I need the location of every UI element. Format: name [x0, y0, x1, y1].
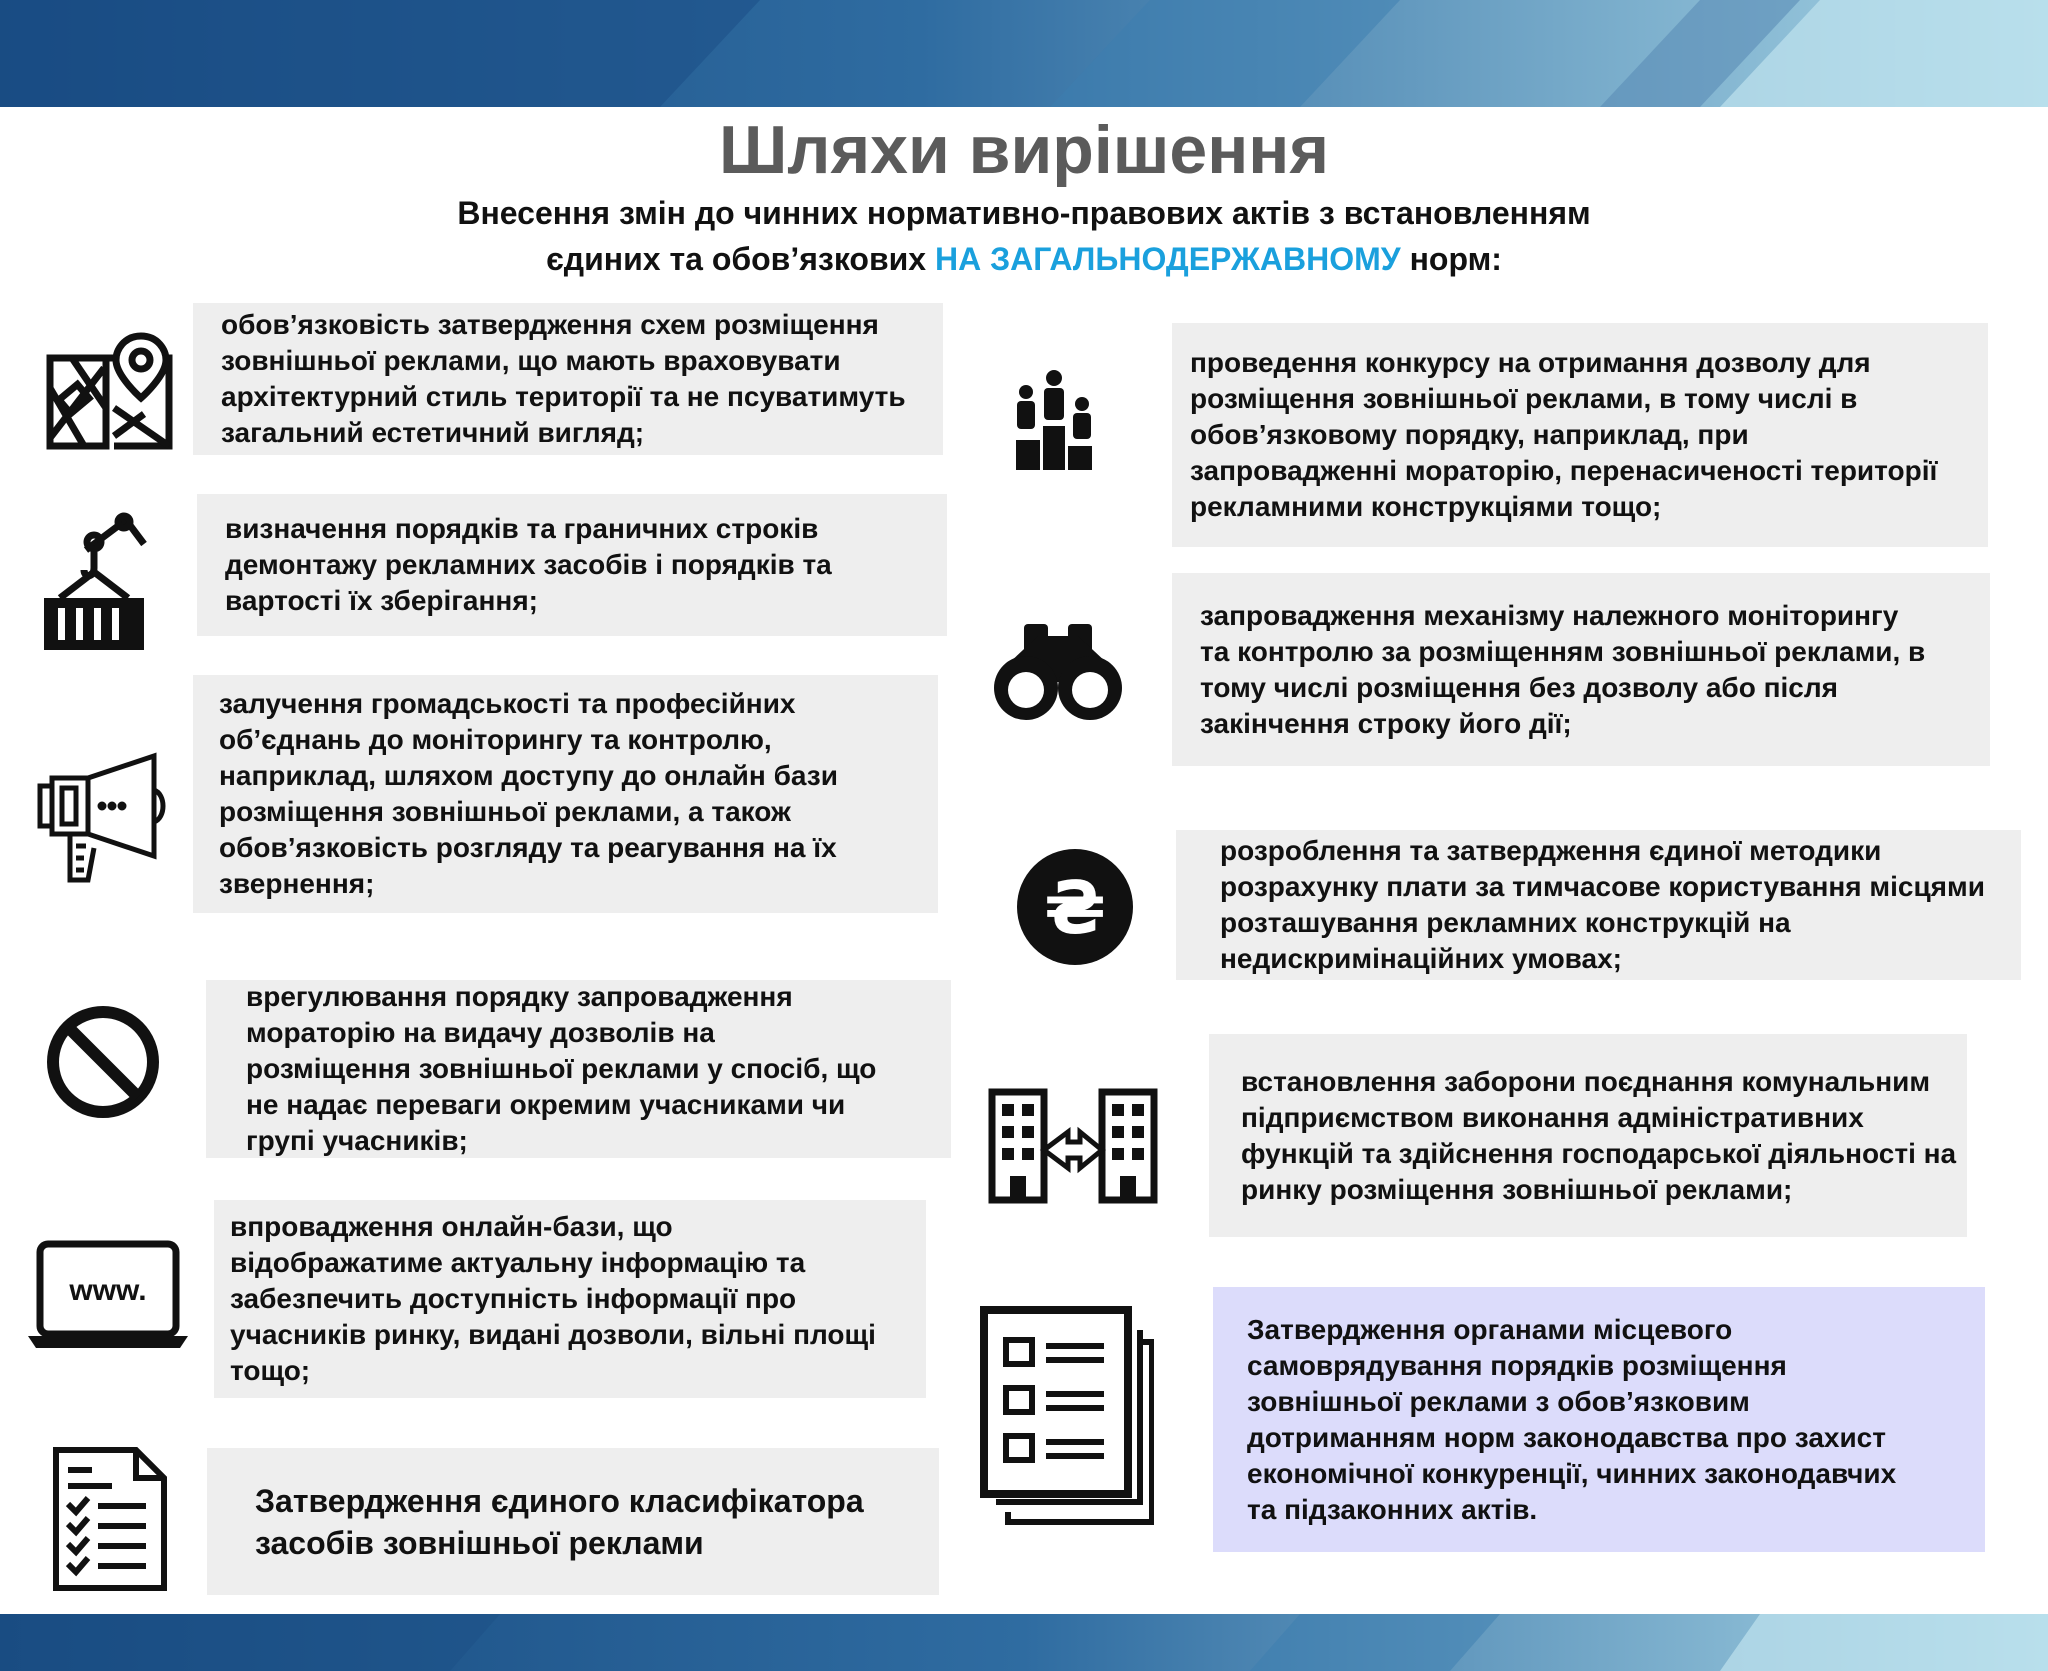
right-item-1	[1172, 323, 1988, 547]
header-band	[0, 0, 2048, 107]
subtitle-text-after: норм:	[1400, 241, 1502, 277]
right-item-5	[1213, 1287, 1985, 1552]
checklist-icon	[52, 1446, 170, 1592]
subtitle-line-2	[0, 236, 2048, 282]
hryvnia-icon	[1015, 847, 1135, 967]
right-item-2-text: запровадження механізму належного моніторингу та контролю за розміщенням зовнішньої реклами, в тому числі розміщення без дозволу або після закінчення строку його дії;	[1200, 599, 1926, 739]
left-item-4-text: врегулювання порядку запровадження мораторію на видачу дозволів на розміщення зовнішньої реклами у спосіб, що не надає переваги окремим учасниками чи групі учасників;	[246, 981, 877, 1156]
left-item-5	[214, 1200, 926, 1398]
left-item-4	[206, 980, 951, 1158]
laptop-www-icon	[26, 1238, 190, 1352]
right-item-3	[1176, 830, 2021, 980]
left-item-5-text: впровадження онлайн-бази, що відображатиме актуальну інформацію та забезпечить доступність інформації про учасників ринку, видані дозволи, вільні площі тощо;	[230, 1211, 876, 1386]
footer-band	[0, 1614, 2048, 1671]
left-item-6	[207, 1448, 939, 1595]
subtitle-accent-text: НА ЗАГАЛЬНОДЕРЖАВНОМУ	[934, 241, 1401, 277]
right-item-4	[1209, 1034, 1967, 1237]
subtitle-text-before: єдиних та обов’язкових	[546, 241, 935, 277]
hryvnia-symbol: ₴	[1044, 866, 1106, 950]
right-item-1-text: проведення конкурсу на отримання дозволу для розміщення зовнішньої реклами, в тому числі в обов’язковому порядку, наприклад, при запровадженні мораторію, перенасиченості території рекламними конструкціями тощо;	[1190, 347, 1938, 522]
left-item-1-text: обов’язковість затвердження схем розміщення зовнішньої реклами, що мають враховувати архітектурний стиль території та не псуватимуть загальний естетичний вигляд;	[221, 309, 906, 448]
page-title: Шляхи вирішення	[718, 112, 1330, 188]
subtitle-line-1: Внесення змін до чинних нормативно-правових актів з встановленням	[457, 195, 1591, 231]
map-pin-icon	[44, 328, 174, 458]
buildings-exchange-icon	[988, 1088, 1158, 1204]
document-list-icon	[980, 1306, 1154, 1526]
right-item-5-text: Затвердження органами місцевого самоврядування порядків розміщення зовнішньої реклами з обов’язковим дотриманням норм законодавства про захист економічної конкуренції, чинних законодавчих та підзаконних актів.	[1247, 1313, 1897, 1525]
left-item-2-text: визначення порядків та граничних строків демонтажу рекламних засобів і порядків та вартості їх зберігання;	[225, 513, 832, 616]
prohibited-icon	[44, 1003, 162, 1121]
left-item-3-text: залучення громадськості та професійних об’єднань до моніторингу та контролю, наприклад, шляхом доступу до онлайн бази розміщення зовнішньої реклами, а також обов’язковість розгляду та реагування на їх звернення;	[219, 688, 838, 899]
right-item-4-text: встановлення заборони поєднання комунальним підприємством виконання адміністративних функцій та здійснення господарської діяльності на ринку розміщення зовнішньої реклами;	[1241, 1065, 1957, 1205]
left-item-2	[197, 494, 947, 636]
left-item-3	[193, 675, 938, 913]
svg-text:www.: www.	[69, 1274, 147, 1307]
megaphone-icon	[36, 750, 168, 884]
left-item-6-text: Затвердження єдиного класифікатора засобів зовнішньої реклами	[255, 1482, 864, 1561]
page-subtitle	[0, 190, 2048, 282]
binoculars-icon	[990, 622, 1126, 722]
right-item-3-text: розроблення та затвердження єдиної методики розрахунку плати за тимчасове користування місцями розташування рекламних конструкцій на недискримінаційних умовах;	[1220, 835, 1985, 974]
left-item-1	[193, 303, 943, 455]
podium-icon	[1012, 370, 1096, 470]
right-item-2	[1172, 573, 1990, 766]
crane-container-icon	[40, 512, 150, 652]
